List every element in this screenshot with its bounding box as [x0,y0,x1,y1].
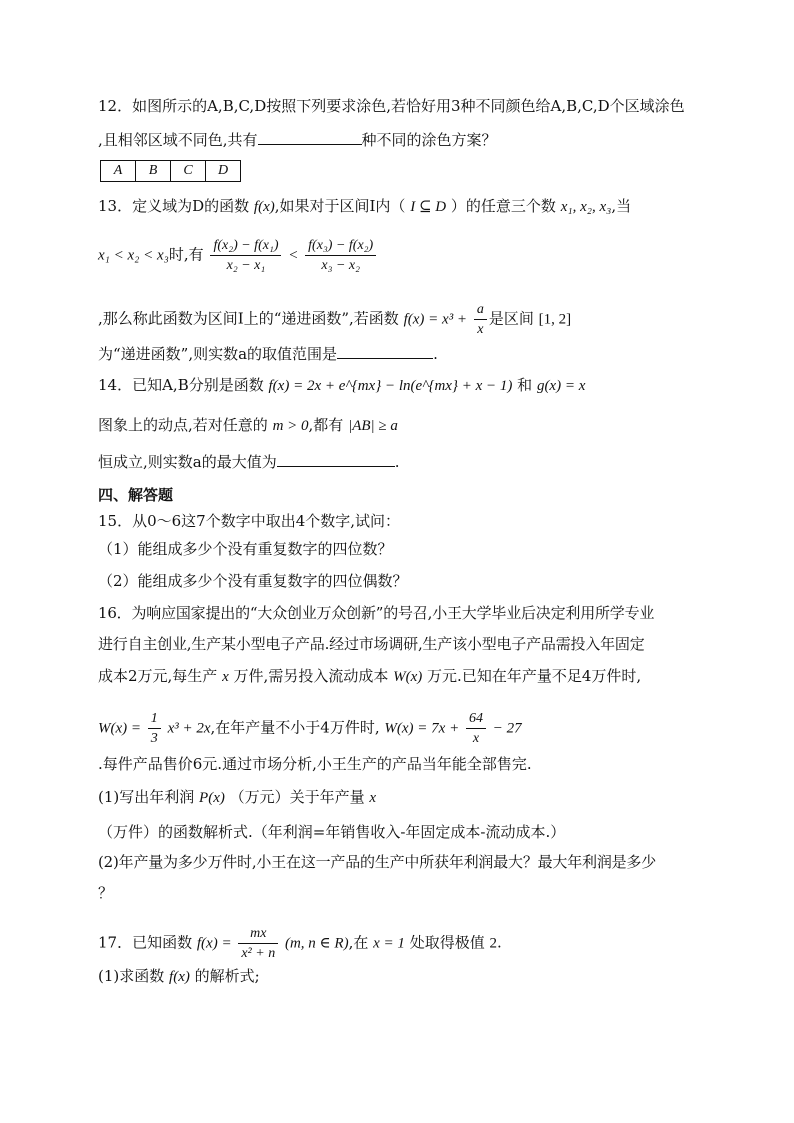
q16-line-1: 16．为响应国家提出的“大众创业万众创新”的号召,小王大学毕业后决定利用所学专业 [98,604,655,622]
q15-part-1: （1）能组成多少个没有重复数字的四位数？ [98,540,393,558]
q13-interval: [1, 2] [538,311,572,328]
q16-text: （万元）关于年产量 [229,788,365,806]
q16-w2-rhs: − 27 [492,720,522,737]
q16-text: 万件,需另投入流动成本 [233,667,389,685]
q17-text: 处取得极值 [409,933,485,952]
q14-text: 恒成立,则实数a的最大值为 [98,453,277,471]
q14-text: 和 [517,376,533,394]
region-diagram [100,160,241,182]
q16-w1-lhs: W(x) = [98,720,142,737]
q16-w2-lhs: W(x) = 7x + [384,720,460,737]
q13-fraction-2: $\frac{\text{f(x₃) − f(x₂)}}{\text{x₃ − x₂}}$ [305,236,376,275]
q14-text: 14．已知A,B分别是函数 [98,376,264,394]
region-a: A [101,161,136,182]
q14-line-2 [98,415,398,436]
q14-text: 图象上的动点,若对任意的 [98,416,268,434]
q16-line-2: 进行自主创业,生产某小型电子产品.经过市场调研,生产该小型电子产品需投入年固定 [98,635,645,653]
region-b: B [136,161,171,182]
region-d: D [206,161,241,182]
q16-line-3 [98,666,641,687]
q13-text: ,如果对于区间I内（ [274,197,406,215]
q13-less-than: < [288,247,299,264]
q13-a-over-x: $\frac{a}{x}$ [474,300,487,339]
q16-p-x: P(x) [199,790,225,806]
q17-f-x: f(x) [169,969,190,985]
q13-text: 为“递进函数”,则实数a的取值范围是 [98,345,338,363]
q13-ordering: x₁ < x₂ < x₃ [98,247,169,264]
q14-distance-ineq: |AB| ≥ a [348,418,398,434]
q17-text: ,在 [348,933,369,952]
q12-line-2 [98,129,497,150]
q16-x-2: x [369,790,377,806]
q16-64-over-x: $\frac{64}{x}$ [466,709,486,748]
q16-text: ,在年产量不小于4万件时, [210,718,380,737]
q17-text: . [497,933,502,952]
q17-fraction: $\frac{mx}{\text{x² + n}}$ [238,924,278,963]
q14-line-3 [98,451,400,472]
q14-text: . [394,453,400,471]
q17-text: (1)求函数 [98,967,165,985]
q17-part-1 [98,966,260,987]
q12-answer-blank[interactable] [258,129,362,145]
q13-text: ,当 [611,197,632,215]
q14-line-1 [98,375,585,396]
q16-part-1-cont: （万件）的函数解析式.（年利润=年销售收入-年固定成本-流动成本.） [98,823,566,841]
q14-text: ,都有 [308,416,344,434]
q17-condition: (m, n ∈ R) [284,935,349,952]
q15-part-2: （2）能组成多少个没有重复数字的四位偶数？ [98,572,408,590]
q16-text: (1)写出年利润 [98,788,195,806]
q13-line-2 [98,236,378,275]
q17-f-lhs: f(x) = [196,935,232,952]
q14-answer-blank[interactable] [277,451,395,467]
q13-answer-blank[interactable] [337,343,433,359]
section-heading: 四、解答题 [98,486,174,504]
q13-function: f(x) = x³ + [403,311,468,328]
q16-part-2: (2)年产量为多少万件时,小王在这一产品的生产中所获年利润最大？最大年利润是多少 [98,853,657,871]
q17-line-1 [98,924,502,963]
q13-line-3 [98,300,571,339]
q16-line-4 [98,709,522,748]
q17-value: 2 [489,935,497,952]
q12-line-1: 12．如图所示的A,B,C,D按照下列要求涂色,若恰好用3种不同颜色给A,B,C,D个区域涂色 [98,97,685,115]
q17-text: 的解析式; [194,967,260,985]
q13-subset: I ⊆ D [410,199,447,215]
q17-x-eq-1: x = 1 [373,935,405,952]
q16-part-2-end: ？ [98,884,114,902]
q16-text: 成本2万元,每生产 [98,667,218,685]
q13-text: 13．定义域为D的函数 [98,197,250,215]
q13-text: ）的任意三个数 [450,197,556,215]
q13-text: 是区间 [488,309,534,328]
q16-line-5: .每件产品售价6元.通过市场分析,小王生产的产品当年能全部售完. [98,755,532,773]
region-c: C [171,161,206,182]
q13-f-x: f(x) [253,199,275,215]
q14-g-definition: g(x) = x [536,378,586,394]
q17-text: 17．已知函数 [98,933,193,952]
q13-text: 时,有 [168,245,204,264]
q16-w1-rhs: x³ + 2x [167,720,211,737]
q16-part-1 [98,787,376,808]
q16-one-third: $\frac{1}{3}$ [148,709,161,748]
q16-text: 万元.已知在年产量不足4万件时, [427,667,642,685]
q16-x: x [222,669,229,685]
q13-fraction-1: $\frac{\text{f(x₂) − f(x₁)}}{\text{x₂ − x₁}}$ [210,236,281,275]
q13-line-4 [98,343,438,364]
q13-variables: x₁, x₂, x₃ [560,199,612,215]
q16-w-x: W(x) [393,669,423,685]
q12-text: ,且相邻区域不同色,共有 [98,131,258,149]
q15-line-1: 15．从0～6这7个数字中取出4个数字,试问： [98,512,401,530]
q14-f-definition: f(x) = 2x + e^{mx} − ln(e^{mx} + x − 1) [268,378,513,394]
q13-line-1 [98,196,631,217]
q12-text: 种不同的涂色方案？ [361,131,497,149]
q13-text: ,那么称此函数为区间I上的“递进函数”,若函数 [98,309,399,328]
q13-text: . [433,345,438,363]
q14-m-positive: m > 0 [272,418,309,434]
